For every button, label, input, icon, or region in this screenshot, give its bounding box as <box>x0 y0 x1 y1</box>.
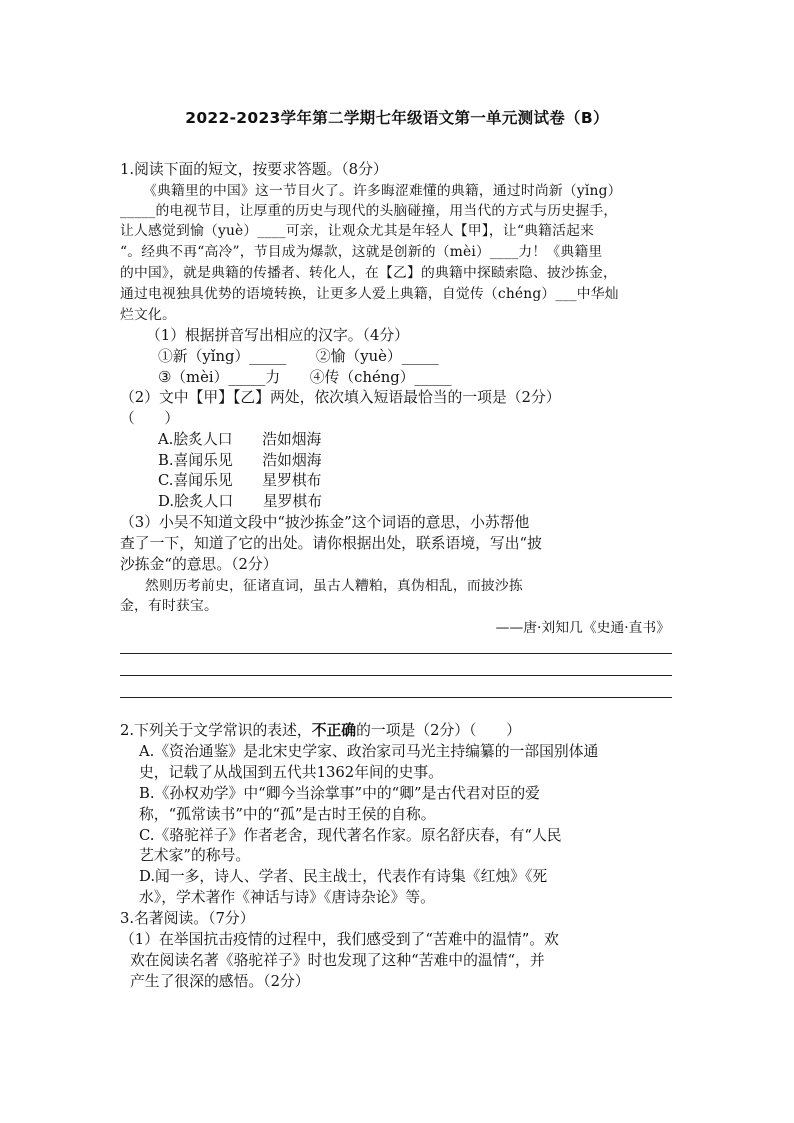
q1-sub2-prompt: （2）文中【甲】【乙】两处，依次填入短语最恰当的一项是（2分） <box>120 389 561 406</box>
q2-heading <box>120 721 521 741</box>
q2-option-line: 史，记载了从战国到五代共1362年间的史事。 <box>139 764 444 781</box>
answer-line[interactable] <box>120 653 672 654</box>
q1-passage-line: 《典籍里的中国》这一节目火了。许多晦涩难懂的典籍，通过时尚新（yǐng） <box>143 183 622 199</box>
q3-line: 欢在阅读名著《骆驼祥子》时也发现了这种“苦难中的温情“，并 <box>130 952 545 969</box>
q1-sub2-option-b: B.喜闻乐见 浩如烟海 <box>158 452 322 469</box>
q1-sub3-line: （3）小吴不知道文段中“披沙拣金”这个词语的意思，小苏帮他 <box>120 514 530 531</box>
q1-sub2-option-c: C.喜闻乐见 星罗棋布 <box>158 472 322 489</box>
q1-sub3-line: 沙拣金“的意思。（2分） <box>120 556 278 573</box>
q1-sub3-quote-line: 然则历考前史，征诸直词，虽古人糟粕，真伪相乱，而披沙拣 <box>145 578 523 594</box>
q1-passage-line: 烂文化。 <box>120 307 176 323</box>
q1-sub2-option-a: A.脍炙人口 浩如烟海 <box>158 431 322 448</box>
q2-option-line: A.《资治通鉴》是北宋史学家、政治家司马光主持编纂的一部国别体通 <box>139 743 599 760</box>
q1-sub3-line: 查了一下，知道了它的出处。请你根据出处，联系语境，写出“披 <box>120 535 542 552</box>
q2-option-line: C.《骆驼祥子》作者老舍，现代著名作家。原名舒庆春，有“人民 <box>139 827 562 844</box>
answer-line[interactable] <box>120 675 672 676</box>
exam-title: 2022-2023学年第二学期七年级语文第一单元测试卷（B） <box>185 109 609 127</box>
q1-passage-line: 的中国》，就是典籍的传播者、转化人，在【乙】的典籍中探赜索隐、披沙拣金， <box>120 265 617 281</box>
q1-passage-line: 通过电视独具优势的语境转换，让更多人爱上典籍，自觉传（chéng）___中华灿 <box>120 286 619 302</box>
q2-option-line: 称，“孤常读书”中的“孤”是古时王侯的自称。 <box>139 806 436 823</box>
q2-heading-emphasis: 不正确 <box>311 722 357 739</box>
q1-passage-line: _____的电视节目，让厚重的历史与现代的头脑碰撞，用当代的方式与历史握手， <box>120 203 618 219</box>
q1-sub1-row: ③（mèi）_____力 ④传（chéng）_____ <box>158 369 452 386</box>
q2-option-line: B.《孙权劝学》中“卿今当涂掌事”中的“卿”是古代君对臣的爱 <box>139 785 540 802</box>
q3-heading: 3.名著阅读。（7分） <box>120 910 255 927</box>
answer-line[interactable] <box>120 697 672 698</box>
q3-line: （1）在举国抗击疫情的过程中，我们感受到了“苦难中的温情”。欢 <box>120 931 559 948</box>
q1-sub3-quote-source: ——唐·刘知几《史通·直书》 <box>495 620 670 636</box>
q1-heading: 1.阅读下面的短文，按要求答题。（8分） <box>120 161 388 178</box>
q2-option-line: 艺术家”的称号。 <box>139 847 251 864</box>
q2-option-line: D.闻一多，诗人、学者、民主战士，代表作有诗集《红烛》《死 <box>139 868 548 885</box>
q1-sub1-row: ①新（yǐng）_____ ②愉（yuè）_____ <box>158 348 439 365</box>
q1-passage-line: 让人感觉到愉（yuè）____可亲，让观众尤其是年轻人【甲】，让“典籍活起来 <box>120 223 595 239</box>
q2-heading-text: 2.下列关于文学常识的表述， <box>120 722 312 739</box>
q1-sub1-prompt: （1）根据拼音写出相应的汉字。（4分） <box>146 327 409 344</box>
q1-sub3-quote-line: 金，有时获宝。 <box>120 598 218 614</box>
q2-heading-tail: 的一项是（2分）（ ） <box>356 722 521 739</box>
q1-passage-line: “。经典不再“高冷”，节目成为爆款，这就是创新的（mèi）____力！《典籍里 <box>120 244 603 260</box>
q1-sub2-option-d: D.脍炙人口 星罗棋布 <box>158 493 323 510</box>
q2-option-line: 水》，学术著作《神话与诗》《唐诗杂论》等。 <box>139 889 435 906</box>
q1-sub2-answer-paren: （ ） <box>120 410 180 427</box>
q3-line: 产生了很深的感悟。（2分） <box>130 973 310 990</box>
